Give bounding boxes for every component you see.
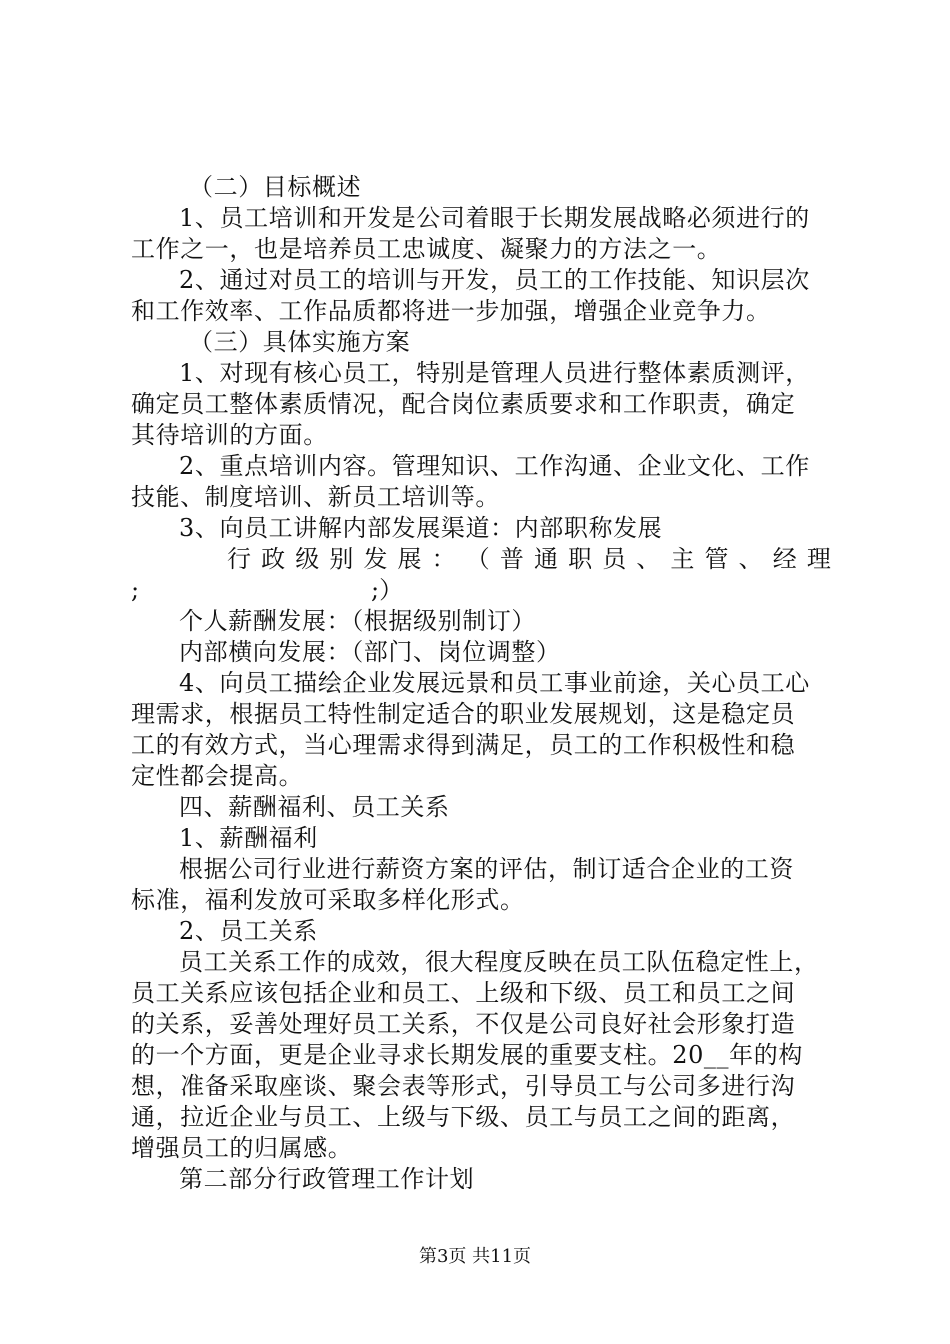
- paragraph-line: 和工作效率、工作品质都将进一步加强，增强企业竞争力。: [131, 297, 771, 325]
- paragraph-line: 理需求，根据员工特性制定适合的职业发展规划，这是稳定员: [131, 700, 796, 728]
- document-body: [131, 172, 831, 1195]
- admin-level-char: 经: [772, 545, 797, 573]
- admin-level-char: 理: [806, 545, 831, 573]
- paragraph-line: 增强员工的归属感。: [131, 1134, 353, 1162]
- admin-level-char: 政: [261, 545, 286, 573]
- admin-level-char: 发: [363, 545, 388, 573]
- admin-level-line: [131, 544, 831, 575]
- paragraph-line: 定性都会提高。: [131, 762, 304, 790]
- section-heading: 第二部分行政管理工作计划: [179, 1165, 475, 1193]
- admin-level-char: 别: [329, 545, 354, 573]
- paragraph-line: 通，拉近企业与员工、上级与下级、员工与员工之间的距离，: [131, 1103, 796, 1131]
- paragraph-line: 根据公司行业进行薪资方案的评估，制订适合企业的工资: [179, 855, 794, 883]
- paragraph-line: 内部横向发展：（部门、岗位调整）: [179, 638, 561, 666]
- page-number-footer: 第3页 共11页: [418, 1246, 532, 1267]
- admin-level-char: ：: [431, 545, 456, 573]
- section-heading: （二）目标概述: [189, 173, 362, 201]
- admin-level-char: （: [465, 545, 490, 573]
- paragraph-line: 4、向员工描绘企业发展远景和员工事业前途，关心员工心: [179, 669, 810, 697]
- section-heading: 四、薪酬福利、员工关系: [179, 793, 450, 821]
- subsection-heading: 1、薪酬福利: [179, 824, 318, 852]
- paragraph-line: 工作之一，也是培养员工忠诚度、凝聚力的方法之一。: [131, 235, 722, 263]
- paragraph-line: 技能、制度培训、新员工培训等。: [131, 483, 500, 511]
- paragraph-line: 1、员工培训和开发是公司着眼于长期发展战略必须进行的: [179, 204, 810, 232]
- paragraph-line: 员工关系应该包括企业和员工、上级和下级、员工和员工之间: [131, 979, 796, 1007]
- admin-level-char: 主: [670, 545, 695, 573]
- paragraph-line: 3、向员工讲解内部发展渠道：内部职称发展: [179, 514, 663, 542]
- paragraph-line: 工的有效方式，当心理需求得到满足，员工的工作积极性和稳: [131, 731, 796, 759]
- paragraph-line: 2、通过对员工的培训与开发，员工的工作技能、知识层次: [179, 266, 810, 294]
- section-heading: （三）具体实施方案: [189, 328, 411, 356]
- paragraph-line: 的一个方面，更是企业寻求长期发展的重要支柱。20__年的构: [131, 1041, 803, 1069]
- paragraph-line: 员工关系工作的成效，很大程度反映在员工队伍稳定性上，: [179, 948, 819, 976]
- paragraph-line: 想，准备采取座谈、聚会表等形式，引导员工与公司多进行沟: [131, 1072, 796, 1100]
- admin-level-char: 展: [397, 545, 422, 573]
- admin-level-char: 级: [295, 545, 320, 573]
- subsection-heading: 2、员工关系: [179, 917, 318, 945]
- admin-level-char: 通: [533, 545, 558, 573]
- semicolon-mark: ;: [131, 576, 140, 604]
- admin-level-char: 职: [568, 545, 593, 573]
- paragraph-line: 1、对现有核心员工，特别是管理人员进行整体素质测评，: [179, 359, 810, 387]
- paragraph-line: 个人薪酬发展：（根据级别制订）: [179, 607, 536, 635]
- admin-level-char: 管: [704, 545, 729, 573]
- admin-level-char: 行: [227, 545, 251, 573]
- paragraph-line: 确定员工整体素质情况，配合岗位素质要求和工作职责，确定: [131, 390, 796, 418]
- paragraph-line: 2、重点培训内容。管理知识、工作沟通、企业文化、工作: [179, 452, 810, 480]
- semicolon-line: [131, 575, 831, 606]
- paragraph-line: 的关系，妥善处理好员工关系，不仅是公司良好社会形象打造: [131, 1010, 796, 1038]
- paragraph-line: 其待培训的方面。: [131, 421, 328, 449]
- admin-level-char: 员: [602, 545, 627, 573]
- admin-level-char: 、: [636, 545, 661, 573]
- paragraph-line: 标准，福利发放可采取多样化形式。: [131, 886, 525, 914]
- semicolon-mark: ;）: [371, 576, 404, 604]
- admin-level-char: 、: [738, 545, 763, 573]
- admin-level-char: 普: [499, 545, 524, 573]
